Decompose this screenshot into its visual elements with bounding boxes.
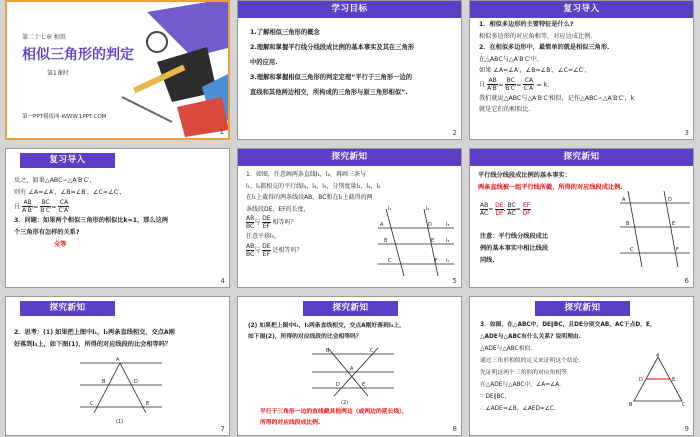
label-D: D [428,222,432,228]
numerator: AB [23,199,32,206]
slide-thumbnail-1[interactable] [5,0,230,140]
triangle-ade-abc-diagram [628,353,688,407]
text-line: 个三角形有怎样的关系? [14,229,80,236]
numerator: AB [480,202,489,209]
text-line: 3.理解和掌握相似三角形的判定定理“平行于三角形一边的 [250,74,413,81]
slide-thumbnail-8[interactable] [237,296,462,436]
text-line: 如下图(2)，所得的对应线段的比会相等吗？ [248,334,362,340]
fraction [262,243,270,258]
denominator: A′B′ [22,207,34,214]
text-line: 通过三角形相似的定义来证明这个结论. [480,358,581,364]
slide-number: 5 [452,277,457,285]
slide-number: 3 [684,129,689,137]
fraction [22,199,33,214]
text-line: 1．如图，任意画两条直线l₁，l₂，再画三条与 [246,171,366,178]
fraction [246,215,254,230]
slide-header-title: 复习导入 [563,4,600,14]
slide-thumbnail-7[interactable] [5,296,230,436]
text-line: 在△ADE与△ABC中，∠A=∠A. [480,382,562,388]
denominator: DF [522,210,531,217]
numerator: EF [522,202,531,209]
label-E: E [431,238,435,244]
review-text [14,175,168,251]
label-E: E [672,221,676,227]
fraction [495,202,503,217]
text-line: ∴ ∠ADE=∠B，∠AED=∠C. [480,406,556,412]
text-line: 还相等吗？ [272,246,303,254]
slide-thumbnail-3[interactable] [469,0,694,140]
slide-header-bar [238,149,461,166]
numerator: AB [488,76,497,84]
numerator: CA [59,199,69,206]
fraction [507,202,515,217]
label-C: C [630,247,634,253]
text-line: 3．如图，在△ABC中，DE∥BC，且DE分别交AB，AC于点D，E， [480,322,656,328]
label-E: E [146,401,150,407]
text-line: 我们就说△ABC与△A′B′C′相似，记作△ABC∽△A′B′C′，k [479,94,635,102]
label-l2: l₂ [426,206,430,212]
text-line: 好落到l₃上，如下图(1)，所得的对应线段的比会相等吗？ [14,341,172,348]
label-B: B [626,221,630,227]
slide-thumbnail-4[interactable] [5,148,230,288]
label-l5: l₅ [446,258,450,264]
slide-thumbnail-2[interactable] [237,0,462,140]
label-l3: l₃ [446,222,450,228]
denominator: AC [480,210,489,217]
denominator: C′A′ [58,207,70,214]
text-line: 中的应用. [250,59,278,66]
slide-header-bar [20,301,115,316]
label-A: A [350,366,354,372]
label-A: A [622,197,626,203]
numerator: DE [262,215,271,222]
label-C: C [370,348,374,354]
parallel-lines-diagram [620,189,690,269]
slide-number: 4 [220,277,225,285]
slide-header-bar [238,1,461,18]
label-D: D [336,382,340,388]
label-F: F [435,258,438,264]
slide-number: 6 [684,277,689,285]
fraction [505,77,516,92]
label-C: C [90,401,94,407]
ratio-line: $\frac{AB}{BC}$ 与 $\frac{DE}{EF}$ 还相等吗？ [246,242,303,258]
text-line: 且 [479,81,486,88]
text-line: l₁，l₂都相交的平行线l₃，l₄，l₅，分别度量l₃，l₄，l₅ [246,182,381,190]
text-line: 直线和其他两边相交，所构成的三角形与原三角形相似”. [250,89,408,96]
chapter-label: 第二十七章 相似 [22,34,66,41]
denominator: EF [262,250,270,258]
slide-header-title: 探究新知 [49,303,86,313]
denominator: B′C′ [505,84,517,92]
text-line: 就是它们的相似比. [479,106,531,113]
numerator: BC [506,76,515,84]
denominator: A′B′ [487,84,499,92]
fraction [523,202,531,217]
slide-number: 8 [452,425,457,433]
text-line: 2．在相似多边形中，最简单的就是相似三角形. [479,44,610,51]
slide-header-title: 探究新知 [332,303,369,313]
text-line: 相等吗？ [272,219,297,226]
slide-header-bar [470,1,693,18]
label-C: C [388,258,392,264]
denominator: BC [246,250,255,258]
figure-caption: (2) [341,400,349,406]
review-text [479,19,634,116]
denominator: B′C′ [40,207,52,214]
text-line: △ADE与△ABC相似. [480,346,533,352]
slide-title: 相似三角形的判定 [22,47,134,63]
denominator: EF [262,223,270,230]
text-line: 且 [14,203,21,211]
slide-header-bar [20,153,115,168]
numerator: BC [41,199,50,206]
think-question [248,321,405,343]
fraction [262,215,270,230]
text-line: 先证明这两个三角形的对应角相等. [480,370,569,376]
slide-header-title: 探究新知 [564,303,601,313]
slide-header-bar [303,301,398,316]
text-line: 则有 ∠A=∠A′，∠B=∠B′，∠C=∠C′， [14,189,126,196]
slide-header-bar [470,149,693,166]
numerator: DE [495,202,504,209]
denominator: DF [495,210,504,217]
fraction [58,199,69,214]
ratio-line: 且 $\frac{AB}{A'B'}$ = $\frac{BC}{B'C'}$ = $\frac{CA}{C'A'}$ = k. [479,76,550,92]
slide-thumbnail-9[interactable] [469,296,694,436]
fraction [40,199,51,214]
lesson-label: 第1课时 [47,70,69,77]
ratio-k: = k. [536,81,550,88]
label-l4: l₄ [446,238,450,244]
explore-text [246,169,381,259]
label-D: D [639,377,643,383]
text-line: 例的基本事实中相比线段 [480,245,549,252]
text-line: △ADE与△ABC有什么关系? 说明理由. [480,334,581,340]
objectives-text [250,25,414,100]
text-line: 条线段DE，EF的长度， [246,205,310,213]
triangle-diagram-2 [308,344,398,400]
fraction [487,77,498,92]
fraction [523,77,534,92]
slide-number: 2 [452,129,457,137]
label-D: D [668,197,672,203]
text-line: 2.理解和掌握平行线分线段成比例的基本事实及其在三角形 [250,44,415,51]
text-line: 1．相似多边形的主要特征是什么? [479,21,574,28]
conclusion-text [260,407,408,429]
label-E: E [672,377,676,383]
text-line: 平行线分线段成比例的基本事实： [478,172,571,179]
slide-number: 1 [219,128,224,136]
numerator: DE [262,242,271,250]
slide-header-title: 学习目标 [331,4,368,14]
note-text [480,231,548,267]
answer-text: 全等 [54,241,67,248]
label-B: B [326,348,330,354]
slide-header-title: 复习导入 [49,155,86,165]
text-line: 1.了解相似三角形的概念 [250,29,320,36]
text-line: 2．思考：(1) 如果把上图中l₁，l₂两条直线相交，交点A刚 [14,329,175,336]
figure-caption: (1) [116,419,124,425]
text-line: 如果 ∠A=∠A′，∠B=∠B′，∠C=∠C′， [479,67,591,74]
text-line: 在△ABC与△A′B′C′中， [479,55,543,63]
denominator: BC [246,223,255,230]
label-A: A [116,357,120,363]
denominator: AC [507,210,516,217]
slide-thumbnail-5[interactable] [237,148,462,288]
text-line: 3．问题：如果两个相似三角形的相似比k=1，那么这两 [14,217,169,224]
theorem-text [478,170,623,193]
numerator: AB [246,215,255,222]
denominator: C′A′ [523,84,535,92]
slide-header-title: 探究新知 [331,152,368,162]
ratio-line: 且 $\frac{AB}{A'B'}$ = $\frac{BC}{B'C'}$ = $\frac{CA}{C'A'}$ [14,199,70,214]
numerator: CA [524,76,534,84]
theorem-statement: 两条直线被一组平行线所截，所得的对应线段成比例. [478,183,623,191]
text-line: 在l₁上截得的两条线段AB，BC和在l₂上截得的两 [246,194,373,201]
parallel-lines-diagram [376,204,456,279]
text-line: (2) 如果把上图中l₁，l₂两条直线相交，交点A刚好落到l₄上， [248,323,405,329]
proportion-equation: $\frac{AB}{AC}$ = $\frac{DE}{DF}$ , $\frac{BC}{AC}$ = $\frac{EF}{DF}$ [480,202,531,217]
numerator: AB [246,242,255,250]
ratio-line: $\frac{AB}{BC}$ 与 $\frac{DE}{EF}$ 相等吗？ [246,215,297,230]
label-E: E [362,382,366,388]
fraction [246,243,254,258]
text-line: 任意平移l₅， [246,233,281,240]
fraction [480,202,488,217]
slide-header-bar [535,301,630,316]
label-F: F [676,247,679,253]
think-question [14,327,175,351]
text-line: 同线. [480,257,495,264]
text-line: 反之，如果△ABC∽△A′B′C′， [14,177,96,184]
label-D: D [134,379,138,385]
label-C: C [682,402,686,407]
numerator: BC [507,202,516,209]
label-A: A [656,353,660,359]
slide-number: 7 [220,425,225,433]
text-line: 平行于三角形一边的直线截其他两边（或两边的延长线）， [260,409,408,415]
triangle-diagram-1 [76,355,166,427]
slide-number: 9 [684,425,689,433]
label-A: A [380,222,384,228]
text-line: 所得的对应线段成比例. [260,420,321,426]
label-l1: l₁ [388,206,392,212]
text-line: 注意：平行线分线段成比 [480,233,549,240]
label-B: B [629,402,633,407]
slide-thumbnail-6[interactable] [469,148,694,288]
label-B: B [384,238,388,244]
label-B: B [102,379,106,385]
text-line: 相似多边形的对应角相等，对应边成比例. [479,32,593,40]
footer-text: 第一PPT模板网-WWW.1PPT.COM [22,114,107,120]
slide-header-title: 探究新知 [563,152,600,162]
text-line: ∵ DE∥BC， [480,394,511,400]
